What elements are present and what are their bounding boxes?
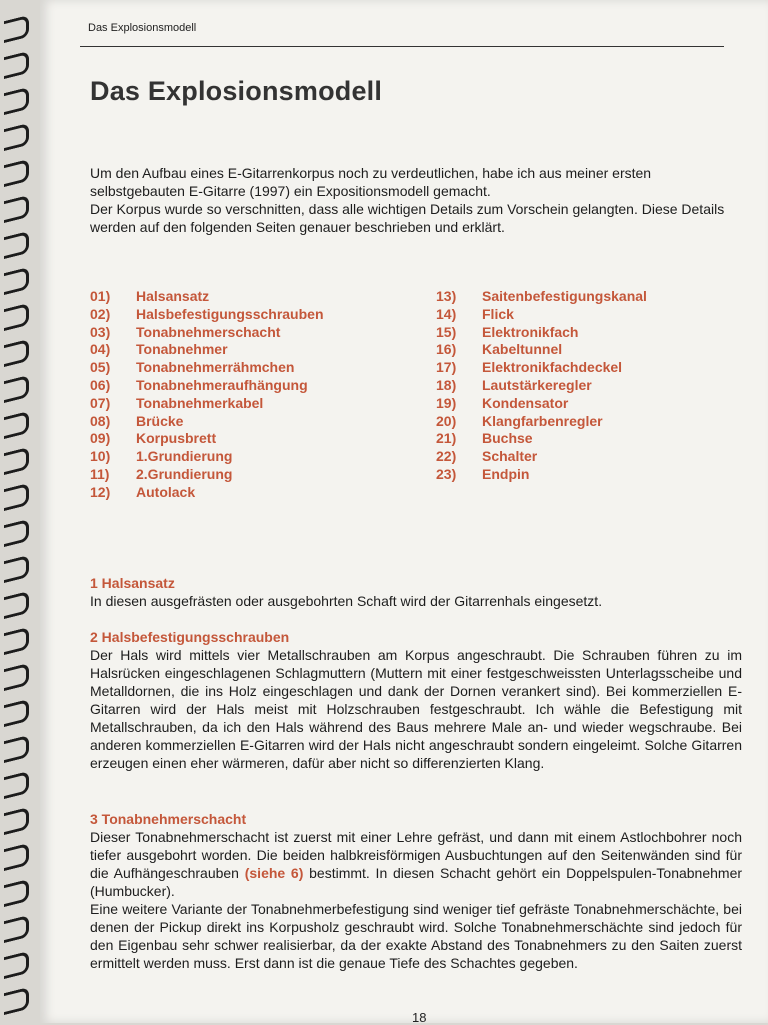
parts-item-label: Elektronikfach [482, 323, 579, 340]
parts-item-number: 05) [90, 359, 111, 376]
parts-list-left [90, 288, 324, 502]
cross-reference: (siehe 6) [244, 865, 304, 881]
parts-item-number: 06) [90, 376, 111, 393]
section-body [90, 828, 742, 900]
binding-coil [4, 735, 29, 763]
parts-item-label: Flick [482, 305, 514, 322]
parts-item-number: 20) [436, 412, 457, 429]
binding-coil [4, 951, 29, 979]
page-number: 18 [412, 1010, 427, 1025]
parts-item-label: Elektronikfachdeckel [482, 359, 623, 376]
parts-item-label: Halsbefestigungsschrauben [136, 305, 324, 322]
parts-item-label: Kabeltunnel [482, 341, 563, 358]
parts-list-item [436, 324, 647, 342]
section-halsansatz [90, 574, 742, 610]
parts-list-item [436, 430, 647, 448]
binding-coil [4, 663, 29, 691]
binding-coil [4, 843, 29, 871]
parts-item-number: 10) [90, 448, 111, 465]
parts-item-label: Korpusbrett [136, 430, 217, 447]
parts-item-label: Brücke [136, 412, 184, 429]
intro-paragraph: Um den Aufbau eines E-Gitarrenkorpus noch zu verdeutlichen, habe ich aus meiner ersten selbstgebauten E-Gitarre (1997) ein Expositionsmodell gemacht. [90, 165, 652, 199]
parts-list-item [436, 466, 647, 484]
parts-item-label: Tonabnehmerkabel [136, 394, 264, 411]
parts-list-item [436, 395, 647, 413]
parts-list-item [90, 395, 324, 413]
parts-item-label: Endpin [482, 465, 530, 482]
intro-paragraph: Der Korpus wurde so verschnitten, dass alle wichtigen Details zum Vorschein gelangten. Diese Details werden auf den folgenden Seiten genauer beschrieben und erklärt. [90, 201, 725, 235]
binding-coil [4, 303, 29, 331]
parts-item-number: 07) [90, 394, 111, 411]
parts-item-label: 1.Grundierung [136, 448, 233, 465]
parts-item-number: 08) [90, 412, 111, 429]
parts-item-number: 22) [436, 448, 457, 465]
parts-list-item [90, 484, 324, 502]
parts-item-label: Kondensator [482, 394, 569, 411]
binding-coil [4, 519, 29, 547]
parts-item-label: Buchse [482, 430, 533, 447]
parts-item-label: Klangfarbenregler [482, 412, 603, 429]
parts-list-item [90, 306, 324, 324]
parts-list-item [436, 341, 647, 359]
parts-item-number: 16) [436, 341, 457, 358]
binding-coil [4, 771, 29, 799]
parts-item-label: Tonabnehmer [136, 341, 228, 358]
parts-item-number: 03) [90, 323, 111, 340]
parts-item-label: Saitenbefestigungskanal [482, 288, 647, 304]
binding-coil [4, 915, 29, 943]
parts-item-number: 01) [90, 288, 111, 304]
section-heading: 2 Halsbefestigungsschrauben [90, 629, 290, 645]
parts-list-item [90, 430, 324, 448]
spiral-binding [0, 0, 44, 1023]
parts-list-item [90, 377, 324, 395]
page-title: Das Explosionsmodell [90, 76, 383, 106]
parts-item-number: 04) [90, 341, 111, 358]
parts-item-number: 21) [436, 430, 457, 447]
binding-coil [4, 483, 29, 511]
parts-item-number: 18) [436, 376, 457, 393]
parts-item-label: Tonabnehmeraufhängung [136, 376, 308, 393]
intro-text [90, 164, 730, 236]
parts-list-item [436, 288, 647, 306]
binding-coil [4, 591, 29, 619]
parts-item-label: Halsansatz [136, 288, 210, 304]
parts-list-item [436, 306, 647, 324]
parts-item-number: 19) [436, 394, 457, 411]
parts-item-number: 14) [436, 305, 457, 322]
binding-coil [4, 447, 29, 475]
binding-coil [4, 375, 29, 403]
binding-coil [4, 411, 29, 439]
section-halsbefestigungsschrauben [90, 628, 742, 772]
parts-list-item [90, 413, 324, 431]
parts-item-label: Schalter [482, 448, 538, 465]
parts-list-item [436, 377, 647, 395]
parts-item-number: 17) [436, 359, 457, 376]
parts-item-number: 12) [90, 483, 111, 500]
parts-list-item [90, 448, 324, 466]
binding-coil [4, 123, 29, 151]
binding-coil [4, 987, 29, 1015]
parts-item-label: 2.Grundierung [136, 465, 233, 482]
parts-item-number: 11) [90, 465, 110, 482]
parts-item-label: Tonabnehmerrähmchen [136, 359, 295, 376]
binding-coil [4, 627, 29, 655]
binding-coil [4, 15, 29, 43]
parts-item-number: 23) [436, 465, 457, 482]
binding-coil [4, 195, 29, 223]
binding-coil [4, 267, 29, 295]
binding-coil [4, 231, 29, 259]
binding-coil [4, 159, 29, 187]
binding-coil [4, 807, 29, 835]
binding-coil [4, 699, 29, 727]
running-header: Das Explosionsmodell [88, 22, 197, 34]
section-heading: 1 Halsansatz [90, 575, 175, 591]
binding-coil [4, 879, 29, 907]
header-rule [80, 46, 724, 47]
parts-list-item [436, 413, 647, 431]
parts-list-item [436, 359, 647, 377]
parts-item-label: Tonabnehmerschacht [136, 323, 281, 340]
binding-coil [4, 339, 29, 367]
parts-list-right [436, 288, 647, 484]
parts-item-label: Autolack [136, 483, 196, 500]
section-heading: 3 Tonabnehmerschacht [90, 811, 247, 827]
parts-list-item [90, 341, 324, 359]
binding-coil [4, 87, 29, 115]
parts-item-label: Lautstärkeregler [482, 376, 592, 393]
binding-coil [4, 51, 29, 79]
parts-item-number: 02) [90, 305, 111, 322]
section-body-end: bestimmt. In diesen Schacht gehört ein Doppelspulen-Tonabnehmer (Humbucker). [90, 865, 743, 899]
section-body: In diesen ausgefrästen oder ausgebohrten Schaft wird der Gitarrenhals eingesetzt. [90, 593, 603, 609]
section-tonabnehmerschacht [90, 810, 742, 972]
parts-list-item [90, 288, 324, 306]
parts-item-number: 13) [436, 288, 457, 304]
parts-list-item [90, 359, 324, 377]
parts-list-item [90, 466, 324, 484]
binding-coil [4, 555, 29, 583]
parts-item-number: 09) [90, 430, 111, 447]
section-body-start: Dieser Tonabnehmerschacht ist zuerst mit einer Lehre gefräst, und dann mit einem Astlochbohrer noch tiefer ausgebohrt worden. Die beiden halbkreisförmigen Ausbuchtungen auf den Seitenwänden sind für die Aufhängeschrauben [90, 829, 742, 881]
parts-list-item [90, 324, 324, 342]
parts-item-number: 15) [436, 323, 457, 340]
section-body: Der Hals wird mittels vier Metallschrauben am Korpus angeschraubt. Die Schrauben führen zu im Halsrücken eingeschlagenen Schlagmuttern (Muttern mit einer festgeschweissten Unterlagsscheibe und Metalldornen, die ins Holz eingeschlagen und dank der Dornen verankert sind). Bei kommerziellen E-Gitarren wird der Hals meist mit Holzschrauben festgeschraubt. Ich wähle die Befestigung mit Metallschrauben, da ich den Hals während des Baus mehrere Male an- und wieder wegschraube. Bei anderen kommerziellen E-Gitarren wird der Hals nicht angeschraubt sondern eingeleimt. Solche Gitarren erzeugen einen eher wärmeren, dafür aber nicht so differenzierten Klang. [90, 647, 742, 771]
section-body-2: Eine weitere Variante der Tonabnehmerbefestigung sind weniger tief gefräste Tonabnehmerschächte, bei denen der Pickup direkt ins Korpusholz geschraubt wird. Solche Tonabnehmerschächte sind jedoch für den Eigenbau sehr schwer realisierbar, da der exakte Abstand des Tonabnehmers zu den Saiten zuerst ermittelt werden muss. Erst dann ist die genaue Tiefe des Schachtes gegeben. [90, 901, 742, 971]
parts-list-item [436, 448, 647, 466]
